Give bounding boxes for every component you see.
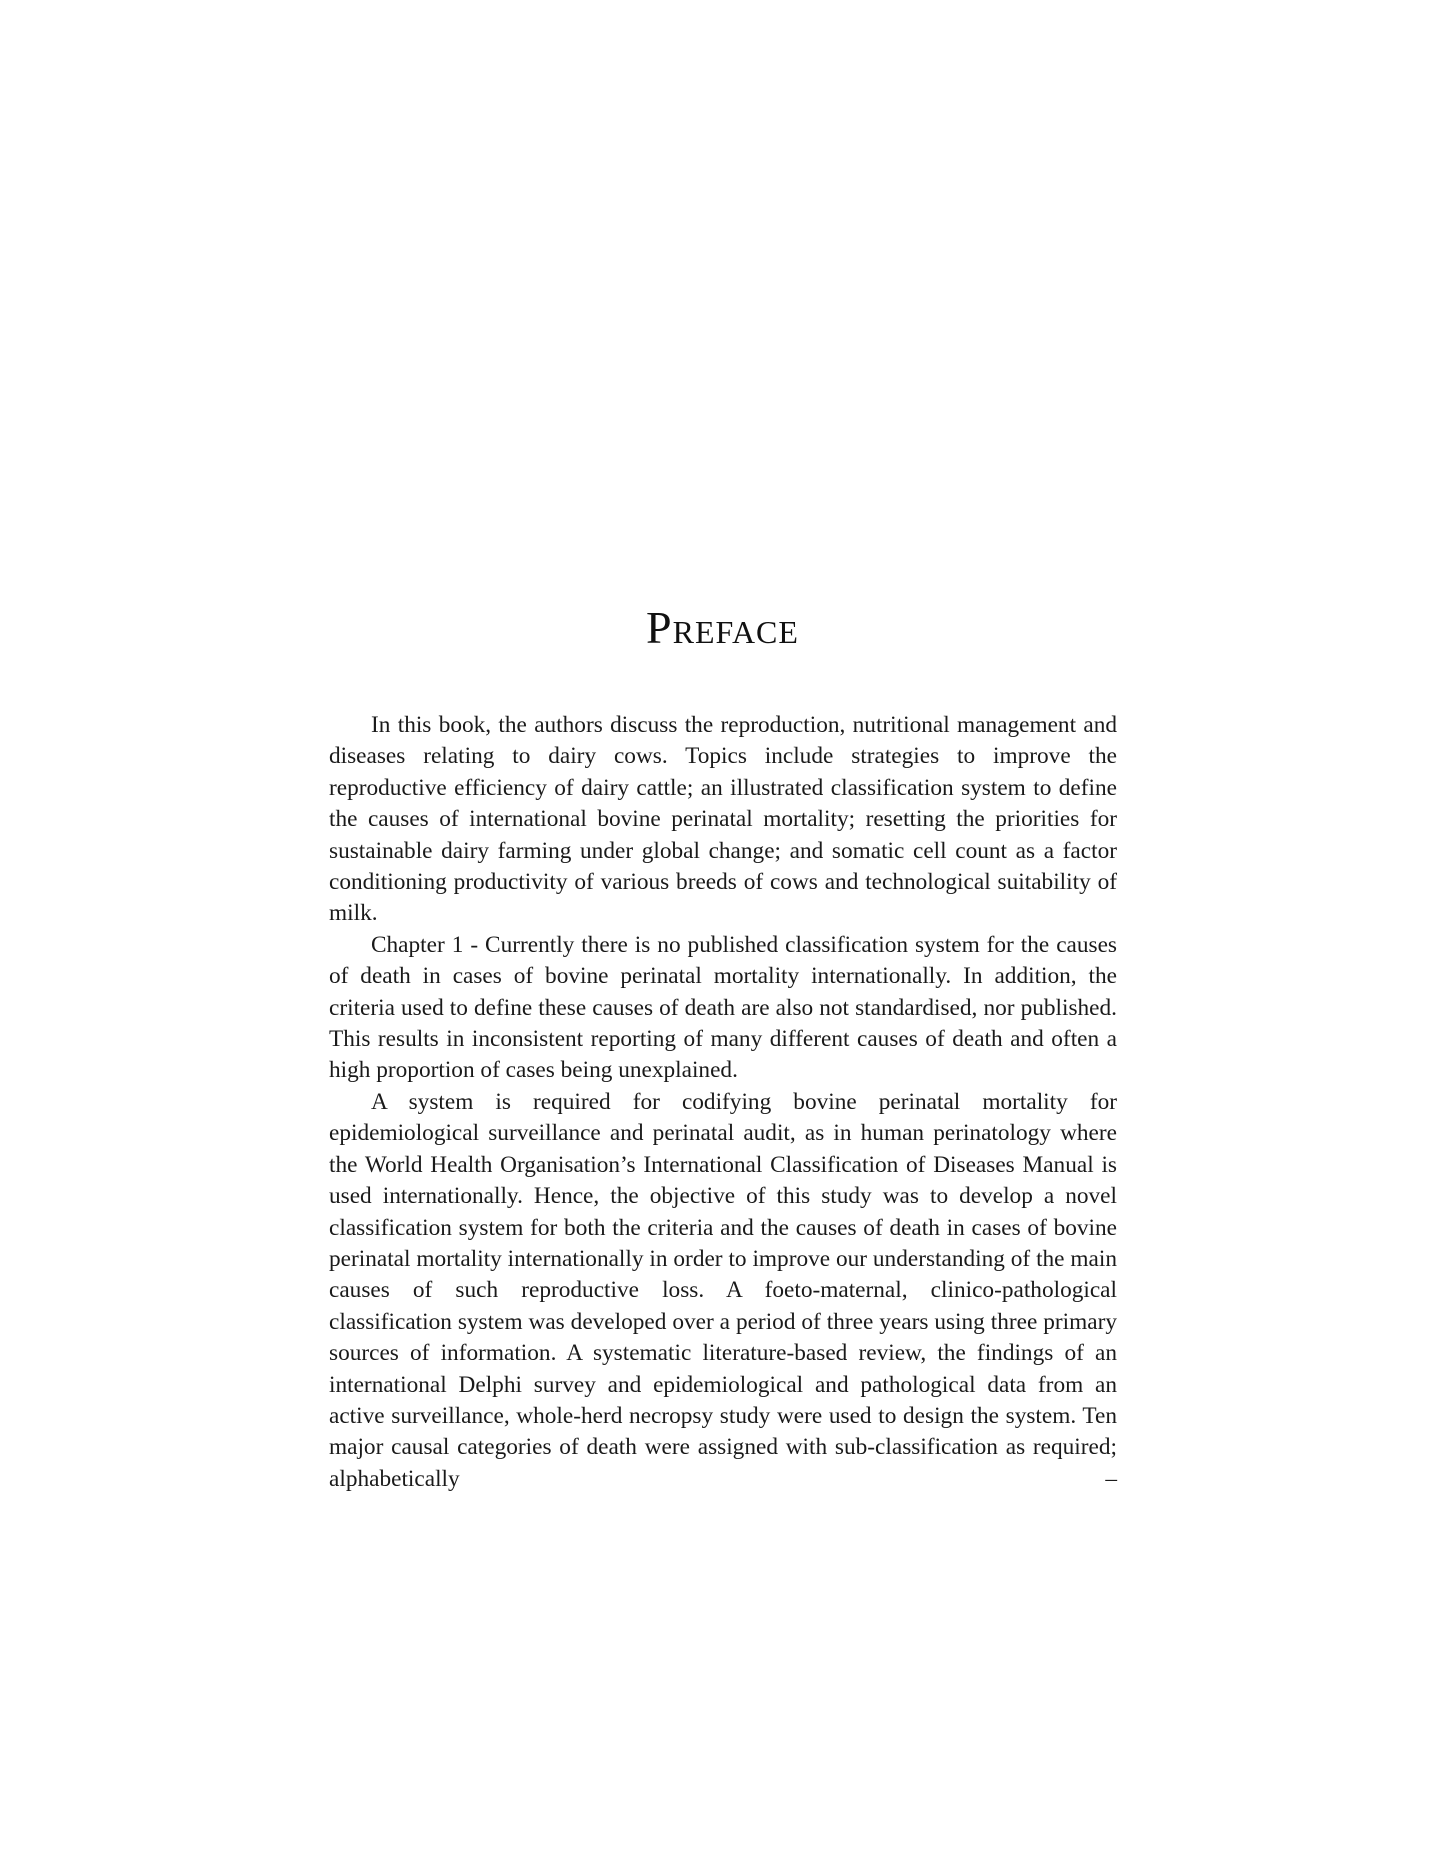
paragraph-system: A system is required for codifying bovine perinatal mortality for epidemiological surveillance and perinatal audit, as in human perinatology where the World Health Organisation’s International Classification of Diseases Manual is used internationally. Hence, the objective of this study was to develop a novel classification system for both the criteria and the causes of death in cases of bovine perinatal mortality internationally in order to improve our understanding of the main causes of such reproductive loss. A foeto-maternal, clinico-pathological classification system was developed over a period of three years using three primary sources of information. A systematic literature-based review, the findings of an international Delphi survey and epidemiological and pathological data from an active surveillance, whole-herd necropsy study were used to design the system. Ten major causal categories of death were assigned with sub-classification as required; alphabetically – <box>329 1088 1117 1492</box>
page-title: Preface <box>646 602 799 653</box>
preface-body <box>329 710 1117 1495</box>
paragraph-chapter-1: Chapter 1 - Currently there is no published classification system for the causes of death in cases of bovine perinatal mortality internationally. In addition, the criteria used to define these causes of death are also not standardised, nor published. This results in inconsistent reporting of many different causes of death and often a high proportion of cases being unexplained. <box>329 931 1117 1084</box>
paragraph-intro: In this book, the authors discuss the reproduction, nutritional management and diseases relating to dairy cows. Topics include strategies to improve the reproductive efficiency of dairy cattle; an illustrated classification system to define the causes of international bovine perinatal mortality; resetting the priorities for sustainable dairy farming under global change; and somatic cell count as a factor conditioning productivity of various breeds of cows and technological suitability of milk. <box>329 712 1117 927</box>
